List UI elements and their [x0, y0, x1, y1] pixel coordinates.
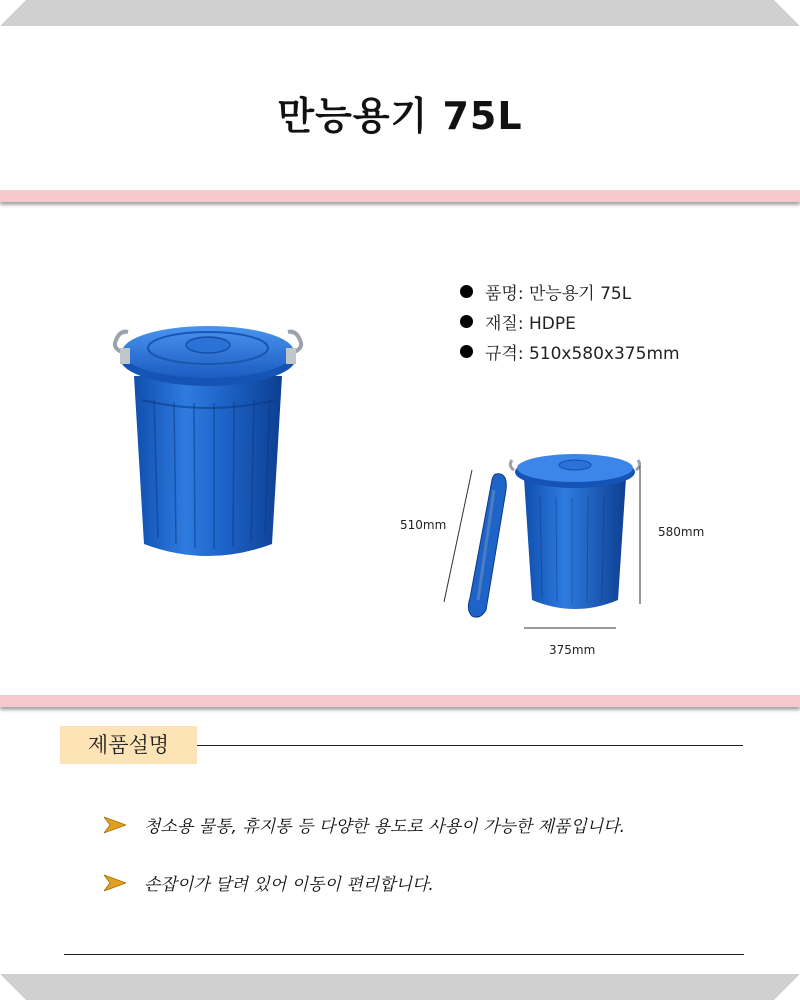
bucket-large-image: [108, 318, 308, 568]
spec-text: 재질: HDPE: [485, 313, 576, 334]
section-title: 제품설명: [60, 726, 197, 764]
spec-item: [460, 306, 680, 336]
bullet-icon: [460, 345, 473, 358]
pink-divider-bottom: [0, 695, 800, 707]
spec-item: [460, 336, 680, 366]
bottom-gray-band: [0, 974, 800, 1000]
top-gray-band: [0, 0, 800, 26]
bullet-icon: [460, 285, 473, 298]
arrow-bullet-icon: [104, 874, 126, 892]
diameter-line: [444, 470, 472, 602]
section-rule: [197, 745, 743, 746]
arrow-bullet-icon: [104, 816, 126, 834]
spec-list: [460, 276, 680, 366]
description-text: 손잡이가 달려 있어 이동이 편리합니다.: [144, 875, 434, 895]
spec-item: [460, 276, 680, 306]
height-label: 580mm: [658, 525, 705, 539]
spec-text: 품명: 만능용기 75L: [485, 283, 632, 304]
spec-text: 규격: 510x580x375mm: [485, 343, 680, 364]
pink-divider-top: [0, 190, 800, 202]
width-label: 375mm: [549, 643, 596, 657]
description-text: 청소용 물통, 휴지통 등 다양한 용도로 사용이 가능한 제품입니다.: [144, 817, 626, 837]
bottom-rule: [64, 954, 744, 955]
diameter-label: 510mm: [400, 518, 447, 532]
description-item: [104, 812, 625, 837]
bullet-icon: [460, 315, 473, 328]
description-item: [104, 870, 434, 895]
page-title: 만능용기 75L: [277, 94, 523, 138]
dimension-diagram: [430, 450, 660, 640]
